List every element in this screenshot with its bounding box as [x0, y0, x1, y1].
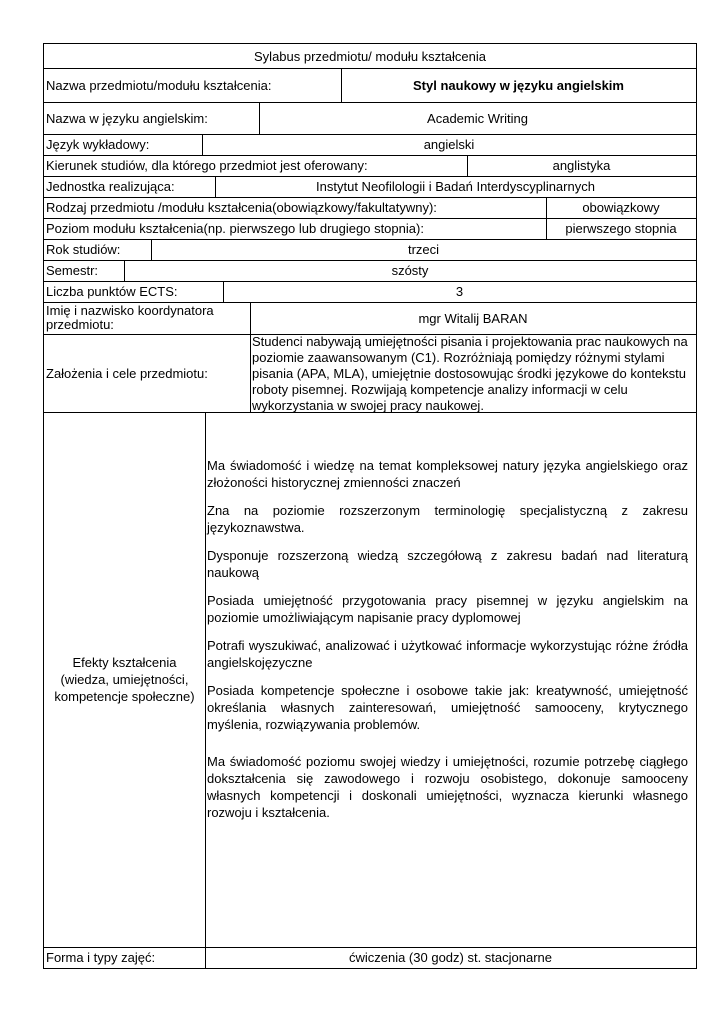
goals-label: Założenia i cele przedmiotu: [46, 365, 208, 381]
ects-row [43, 281, 697, 303]
english-name-row [43, 102, 697, 135]
syllabus-title-row [43, 43, 697, 69]
outcome-item: Ma świadomość i wiedzę na temat kompleksowej natury języka angielskiego oraz złożoności historycznej zmienności znaczeń [207, 458, 688, 490]
outcome-item: Ma świadomość poziomu swojej wiedzy i umiejętności, rozumie potrzebę ciągłego dokształcenia się zawodowego i rozwoju osobistego, dokonuje samooceny własnych kompetencji i doskonali umiejętności, wyznacza kierunki własnego rozwoju i kształcenia. [207, 754, 688, 820]
language-label: Język wykładowy: [46, 137, 150, 152]
unit-label: Jednostka realizująca: [46, 179, 175, 194]
form-value: ćwiczenia (30 godz) st. stacjonarne [348, 950, 553, 965]
course-name-label: Nazwa przedmiotu/modułu kształcenia: [46, 77, 272, 93]
language-row [43, 134, 697, 156]
year-label: Rok studiów: [46, 242, 121, 257]
unit-value: Instytut Neofilologii i Badań Interdyscyplinarnych [316, 179, 595, 194]
outcome-item: Zna na poziomie rozszerzonym terminologię specjalistyczną z zakresu językoznawstwa. [207, 503, 688, 535]
coordinator-row [43, 302, 697, 335]
form-row [43, 947, 697, 969]
outcomes-label: Efekty kształcenia (wiedza, umiejętności, kompetencje społeczne) [54, 655, 195, 704]
outcome-item: Posiada kompetencje społeczne i osobowe takie jak: kreatywność, umiejętność określania własnych zainteresowań, umiejętność samooceny, krytycznego myślenia, rozwiązywania problemów. [207, 683, 688, 732]
goals-value: Studenci nabywają umiejętności pisania i projektowania prac naukowych na poziomie zaawansowanym (C1). Rozróżniają pomiędzy różnymi stylami pisania (APA, MLA), umiejętnie dostosowując środki językowe do kontekstu roboty pisemnej. Rozwijają kompetencje analizy informacji w celu wykorzystania w swojej pracy naukowej. [252, 334, 688, 413]
field-label: Kierunek studiów, dla którego przedmiot jest oferowany: [46, 158, 368, 173]
level-row [43, 218, 697, 240]
ects-value: 3 [455, 284, 464, 299]
form-label: Forma i typy zajęć: [46, 950, 156, 965]
goals-row [43, 334, 697, 413]
outcomes-list [205, 412, 696, 947]
unit-row [43, 176, 697, 198]
syllabus-title: Sylabus przedmiotu/ modułu kształcenia [254, 48, 486, 64]
type-value: obowiązkowy [582, 200, 660, 215]
type-label: Rodzaj przedmiotu /modułu kształcenia(obowiązkowy/fakultatywny): [46, 200, 437, 215]
year-value: trzeci [407, 242, 440, 257]
outcome-item: Posiada umiejętność przygotowania pracy pisemnej w języku angielskim na poziomie umożliwiającym napisanie pracy dyplomowej [207, 593, 688, 625]
year-row [43, 239, 697, 261]
course-name-row [43, 68, 697, 103]
semester-value: szósty [391, 263, 429, 278]
english-name-label: Nazwa w języku angielskim: [46, 110, 208, 126]
level-label: Poziom modułu kształcenia(np. pierwszego lub drugiego stopnia): [46, 221, 424, 236]
outcome-item: Dysponuje rozszerzoną wiedzą szczegółową z zakresu badań nad literaturą naukową [207, 548, 688, 580]
semester-row [43, 260, 697, 282]
level-value: pierwszego stopnia [565, 221, 677, 236]
outcome-item: Potrafi wyszukiwać, analizować i użytkować informacje wykorzystując różne źródła angielskojęzyczne [207, 638, 688, 670]
coordinator-label: Imię i nazwisko koordynatora przedmiotu: [46, 303, 214, 332]
field-row [43, 155, 697, 177]
coordinator-value: mgr Witalij BARAN [418, 310, 528, 326]
course-name-value: Styl naukowy w języku angielskim [413, 77, 624, 93]
field-value: anglistyka [552, 158, 611, 173]
semester-label: Semestr: [46, 263, 99, 278]
english-name-value: Academic Writing [427, 110, 528, 126]
type-row [43, 197, 697, 219]
ects-label: Liczba punktów ECTS: [46, 284, 178, 299]
language-value: angielski [423, 137, 475, 152]
outcomes-row [43, 412, 697, 948]
